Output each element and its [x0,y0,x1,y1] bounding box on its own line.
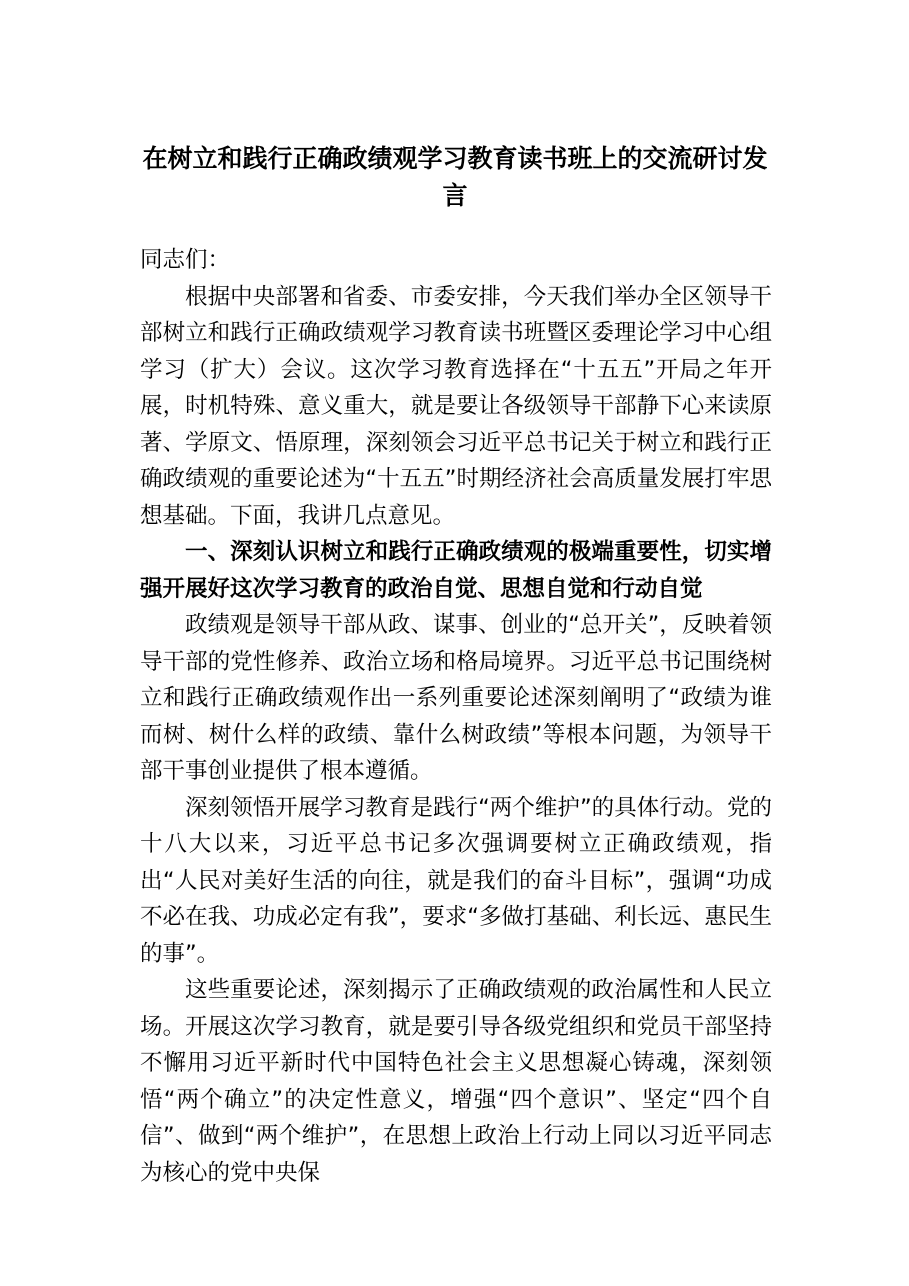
paragraph-important-discourse: 这些重要论述，深刻揭示了正确政绩观的政治属性和人民立场。开展这次学习教育，就是要引导各级党组织和党员干部坚持不懈用习近平新时代中国特色社会主义思想凝心铸魂，深刻领悟“两个确立”的决定性意义，增强“四个意识”、坚定“四个自信”、做到“两个维护”，在思想上政治上行动上同以习近平同志为核心的党中央保 [140,977,772,1186]
paragraph-political-view: 政绩观是领导干部从政、谋事、创业的“总开关”，反映着领导干部的党性修养、政治立场和格局境界。习近平总书记围绕树立和践行正确政绩观作出一系列重要论述深刻阐明了“政绩为谁而树、树什么样的政绩、靠什么树政绩”等根本问题，为领导干部干事创业提供了根本遵循。 [140,612,772,784]
salutation: 同志们： [140,247,231,273]
section-heading-1: 一、深刻认识树立和践行正确政绩观的极端重要性，切实增强开展好这次学习教育的政治自觉、思想自觉和行动自觉 [140,539,772,602]
paragraph-intro: 根据中央部署和省委、市委安排，今天我们举办全区领导干部树立和践行正确政绩观学习教育读书班暨区委理论学习中心组学习（扩大）会议。这次学习教育选择在“十五五”开局之年开展，时机特殊、意义重大，就是要让各级领导干部静下心来读原著、学原文、悟原理，深刻领会习近平总书记关于树立和践行正确政绩观的重要论述为“十五五”时期经济社会高质量发展打牢思想基础。下面，我讲几点意见。 [140,283,772,529]
document-title: 在树立和践行正确政绩观学习教育读书班上的交流研讨发言 [142,144,768,210]
paragraph-two-safeguards: 深刻领悟开展学习教育是践行“两个维护”的具体行动。党的十八大以来，习近平总书记多次强调要树立正确政绩观，指出“人民对美好生活的向往，就是我们的奋斗目标”，强调“功成不必在我、功成必定有我”，要求“多做打基础、利长远、惠民生的事”。 [140,794,772,967]
document-body [140,242,772,1191]
